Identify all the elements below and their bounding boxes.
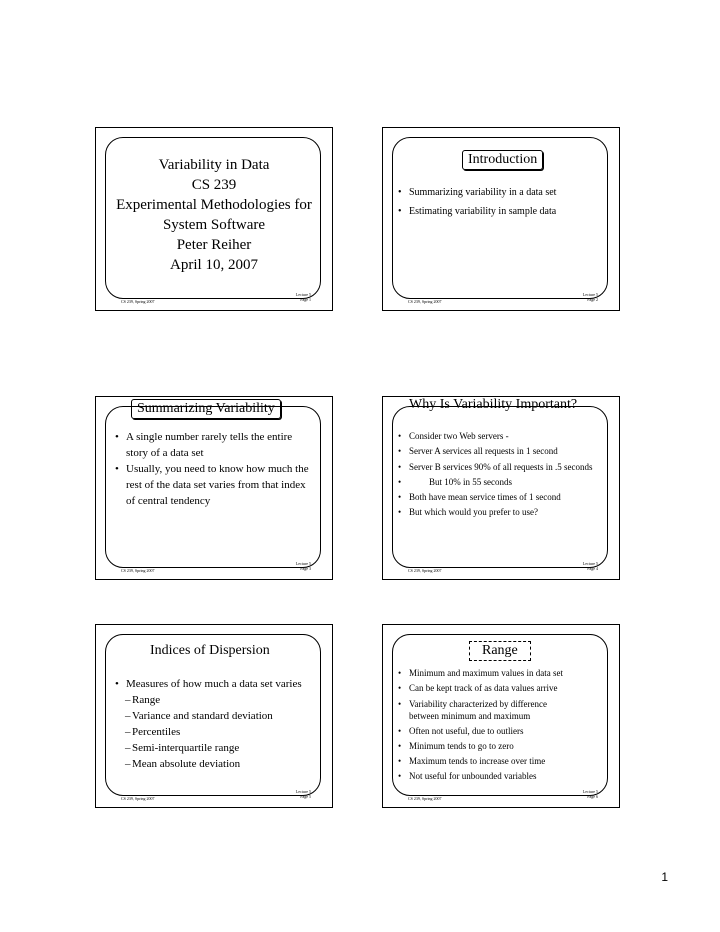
slide-1-line: System Software <box>162 217 266 233</box>
bullet-item: • Summarizing variability in a data set <box>398 183 608 202</box>
footer-lecture: Lecture 5 <box>582 292 598 297</box>
footer-lecture: Lecture 5 <box>582 789 598 794</box>
footer-page: Page 3 <box>300 566 311 571</box>
bullet-item: • But which would you prefer to use? <box>398 505 610 520</box>
bullet-item: • Usually, you need to know how much the rest of the data set varies from that index of central tendency <box>115 461 313 509</box>
sub-bullet-item: – Percentiles <box>115 724 315 740</box>
footer-page: Page 5 <box>300 794 311 799</box>
footer-lecture-page <box>296 292 311 302</box>
bullet-item: • Minimum and maximum values in data set <box>398 666 610 681</box>
footer-page: Page 2 <box>587 297 598 302</box>
bullet-item: • But 10% in 55 seconds <box>398 475 610 490</box>
footer-course: CS 239, Spring 2007 <box>121 299 155 304</box>
bullet-item: • Not useful for unbounded variables <box>398 769 610 784</box>
footer-course: CS 239, Spring 2007 <box>408 568 442 573</box>
bullet-item: • Maximum tends to increase over time <box>398 754 610 769</box>
slide-4-bullets <box>398 429 610 520</box>
footer-lecture: Lecture 5 <box>295 292 311 297</box>
footer-lecture: Lecture 5 <box>295 789 311 794</box>
sub-bullet-item: – Mean absolute deviation <box>115 756 315 772</box>
slide-1-line: Variability in Data <box>158 157 270 173</box>
slide-2 <box>382 127 620 311</box>
slide-1 <box>95 127 333 311</box>
footer-page: Page 6 <box>587 794 598 799</box>
slide-6-bullets <box>398 666 610 784</box>
slide-5-title: Indices of Dispersion <box>150 643 270 658</box>
slide-3-bullets <box>115 429 313 509</box>
slide-4-title: Why Is Variability Important? <box>409 397 578 412</box>
footer-page: Page 4 <box>587 566 598 571</box>
footer-course: CS 239, Spring 2007 <box>121 568 155 573</box>
footer-course: CS 239, Spring 2007 <box>408 299 442 304</box>
slide-1-line: Experimental Methodologies for <box>116 197 312 213</box>
sub-bullet-item: – Variance and standard deviation <box>115 708 315 724</box>
slide-4 <box>382 396 620 580</box>
bullet-item: • Server B services 90% of all requests in .5 seconds <box>398 461 610 473</box>
footer-course: CS 239, Spring 2007 <box>408 796 442 801</box>
bullet-item: • Both have mean service times of 1 second <box>398 490 610 505</box>
slide-3-title: Summarizing Variability <box>131 399 281 419</box>
bullet-item: • A single number rarely tells the entire story of a data set <box>115 429 313 461</box>
bullet-item: • Server A services all requests in 1 second <box>398 444 610 459</box>
footer-lecture-page <box>583 789 598 799</box>
footer-lecture: Lecture 5 <box>295 561 311 566</box>
slide-5 <box>95 624 333 808</box>
slide-1-line: Peter Reiher <box>176 237 252 253</box>
slide-6 <box>382 624 620 808</box>
footer-lecture-page <box>296 561 311 571</box>
footer-course: CS 239, Spring 2007 <box>121 796 155 801</box>
slide-6-title: Range <box>469 641 531 661</box>
bullet-item: • Variability characterized by difference between minimum and maximum <box>398 698 610 722</box>
footer-lecture: Lecture 5 <box>582 561 598 566</box>
slide-2-bullets <box>398 183 608 221</box>
slide-1-line: CS 239 <box>191 177 237 193</box>
bullet-item: • Consider two Web servers - <box>398 429 610 444</box>
footer-lecture-page <box>583 561 598 571</box>
slide-1-line: April 10, 2007 <box>170 257 258 273</box>
slide-3 <box>95 396 333 580</box>
page-number: 1 <box>661 870 668 884</box>
slide-5-bullets <box>115 676 315 772</box>
footer-lecture-page <box>583 292 598 302</box>
sub-bullet-item: – Range <box>115 692 315 708</box>
bullet-item: • Minimum tends to go to zero <box>398 739 610 754</box>
sub-bullet-item: – Semi-interquartile range <box>115 740 315 756</box>
bullet-item: • Estimating variability in sample data <box>398 202 608 221</box>
slide-1-title-block <box>95 155 333 275</box>
footer-lecture-page <box>296 789 311 799</box>
footer-page: Page 1 <box>300 297 311 302</box>
slide-2-title: Introduction <box>462 150 543 170</box>
bullet-item: • Can be kept track of as data values arrive <box>398 681 610 696</box>
bullet-item: • Measures of how much a data set varies <box>115 676 315 692</box>
bullet-item: • Often not useful, due to outliers <box>398 724 610 739</box>
